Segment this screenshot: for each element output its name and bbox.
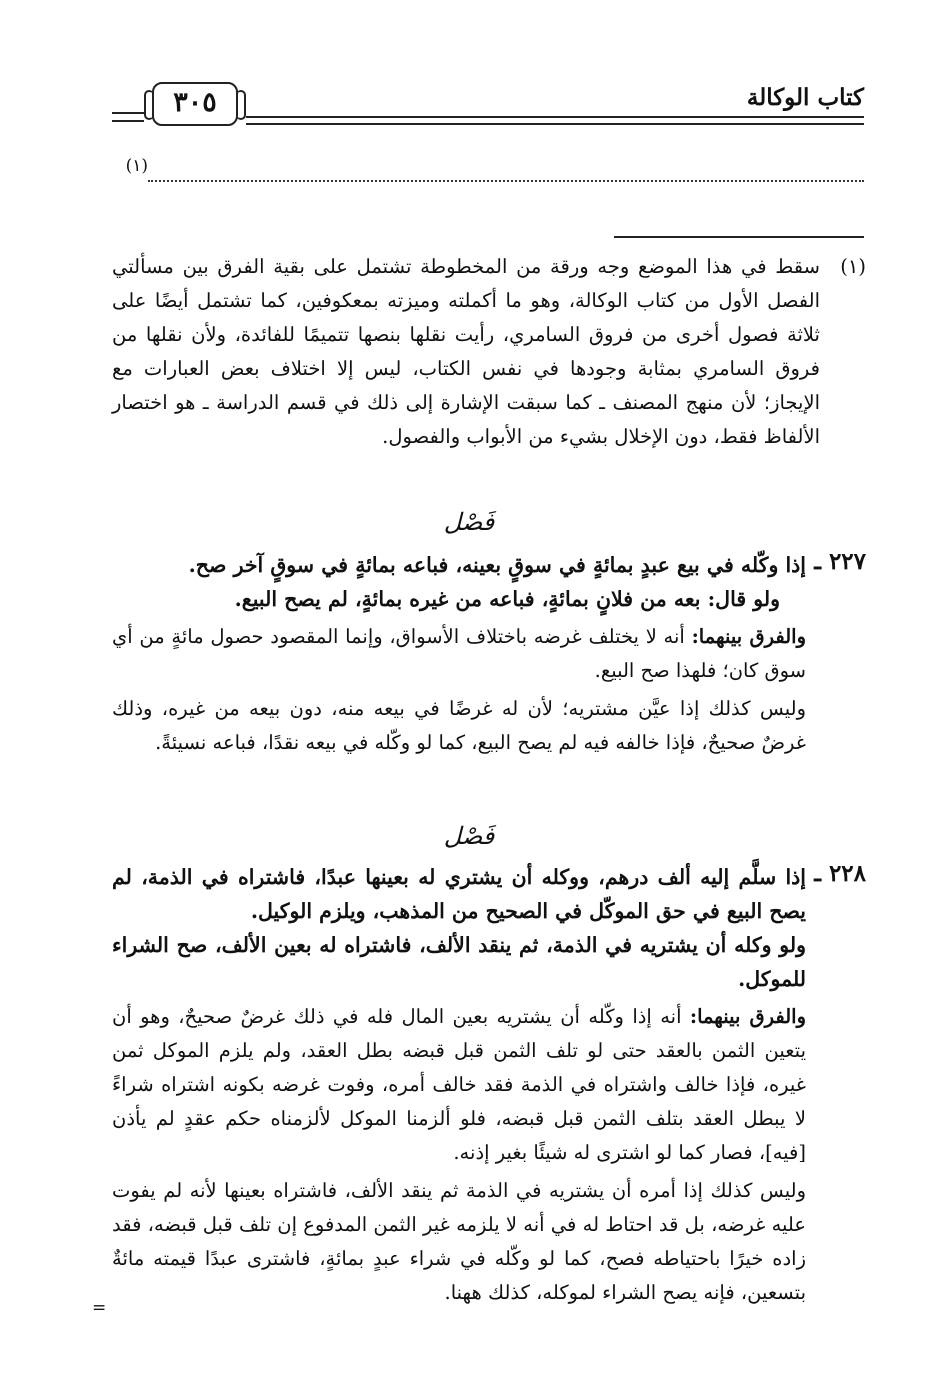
header-rule — [246, 116, 864, 125]
continuation-mark: = — [92, 1298, 107, 1318]
entry-number: ٢٢٨ ـ — [814, 860, 866, 887]
dotted-placeholder-line — [148, 180, 864, 182]
difference-label: والفرق بينهما: — [689, 1005, 806, 1028]
footnote-number: (١) — [840, 255, 866, 278]
difference-label: والفرق بينهما: — [691, 625, 806, 648]
entry-number: ٢٢٧ ـ — [814, 548, 866, 575]
entry-228 — [112, 860, 866, 1310]
entry-question-alt: ولو وكله أن يشتريه في الذمة، ثم ينقد الألف، فاشتراه له بعين الألف، صح الشراء للموكل. — [112, 933, 806, 991]
book-title: كتاب الوكالة — [746, 84, 864, 111]
closing-paragraph: وليس كذلك إذا عيَّن مشتريه؛ لأن له غرضًا في بيعه منه، دون بيعه من غيره، وذلك غرضٌ صحيحٌ، فإذا خالفه فيه لم يصح البيع، كما لو وكّله في بيعه نقدًا، فباعه نسيئةً. — [112, 697, 806, 754]
closing-paragraph: وليس كذلك إذا أمره أن يشتريه في الذمة ثم ينقد الألف، فاشتراه بعينها لأنه لم يفوت عليه غرضه، بل قد احتاط له في أنه لا يلزمه غير الثمن المدفوع إن تلف قبل قبضه، فقد زاده خيرًا باحتياطه فصح، كما لو وكّله في شراء عبدٍ بمائةٍ، فاشترى عبدًا قيمته مائةٌ بتسعين، فإنه يصح الشراء لموكله، كذلك ههنا. — [112, 1179, 806, 1304]
header-rule-end — [112, 112, 144, 122]
footnote-marker: (١) — [125, 156, 148, 176]
page-header — [112, 78, 864, 134]
footnote-divider — [614, 236, 864, 238]
page-number: ٣٠٥ — [152, 82, 238, 126]
entry-question: إذا وكّله في بيع عبدٍ بمائةٍ في سوقٍ بعينه، فباعه بمائةٍ في سوقٍ آخر صح. — [188, 553, 806, 577]
footnote — [112, 250, 866, 454]
difference-text: أنه لا يختلف غرضه باختلاف الأسواق، وإنما المقصود حصول مائةٍ من أي سوق كان؛ فلهذا صح البيع. — [112, 625, 806, 682]
difference-paragraph — [112, 620, 806, 688]
section-heading: فَصْل — [443, 822, 495, 850]
entry-227 — [112, 548, 866, 760]
difference-text: أنه إذا وكّله أن يشتريه بعين المال فله في ذلك غرضٌ صحيحٌ، وهو أن يتعين الثمن بالعقد حتى لو تلف الثمن قبل قبضه بطل العقد، ولم يلزم الموكل ثمن غيره، فإذا خالف واشتراه في الذمة فقد خالف أمره، وفوت غرضه بكونه اشتراه شراءً لا يبطل العقد بتلف الثمن قبل قبضه، فلو ألزمنا الموكل لألزمناه حكم عقدٍ لم يأذن [فيه]، فصار كما لو اشترى له شيئًا بغير إذنه. — [112, 1005, 806, 1164]
section-heading: فَصْل — [443, 508, 495, 536]
entry-question: إذا سلَّم إليه ألف درهم، ووكله أن يشتري له بعينها عبدًا، فاشتراه في الذمة، لم يصح البيع في حق الموكّل في الصحيح من المذهب، ويلزم الوكيل. — [112, 865, 806, 923]
footnote-text: سقط في هذا الموضع وجه ورقة من المخطوطة تشتمل على بقية الفرق بين مسألتي الفصل الأول من كتاب الوكالة، وهو ما أكملته وميزته بمعكوفين، كما تشتمل أيضًا على ثلاثة فصول أخرى من فروق السامري، رأيت نقلها بنصها تتميمًا للفائدة، ولأن نقلها من فروق السامري بمثابة وجودها في نفس الكتاب، ليس إلا اختلاف بعض العبارات مع الإيجاز؛ لأن منهج المصنف ـ كما سبقت الإشارة إلى ذلك في قسم الدراسة ـ هو اختصار الألفاظ فقط، دون الإخلال بشيء من الأبواب والفصول. — [112, 255, 820, 448]
difference-paragraph — [112, 1000, 806, 1170]
entry-question-alt: ولو قال: بعه من فلانٍ بمائةٍ، فباعه من غيره بمائةٍ، لم يصح البيع. — [234, 587, 780, 611]
